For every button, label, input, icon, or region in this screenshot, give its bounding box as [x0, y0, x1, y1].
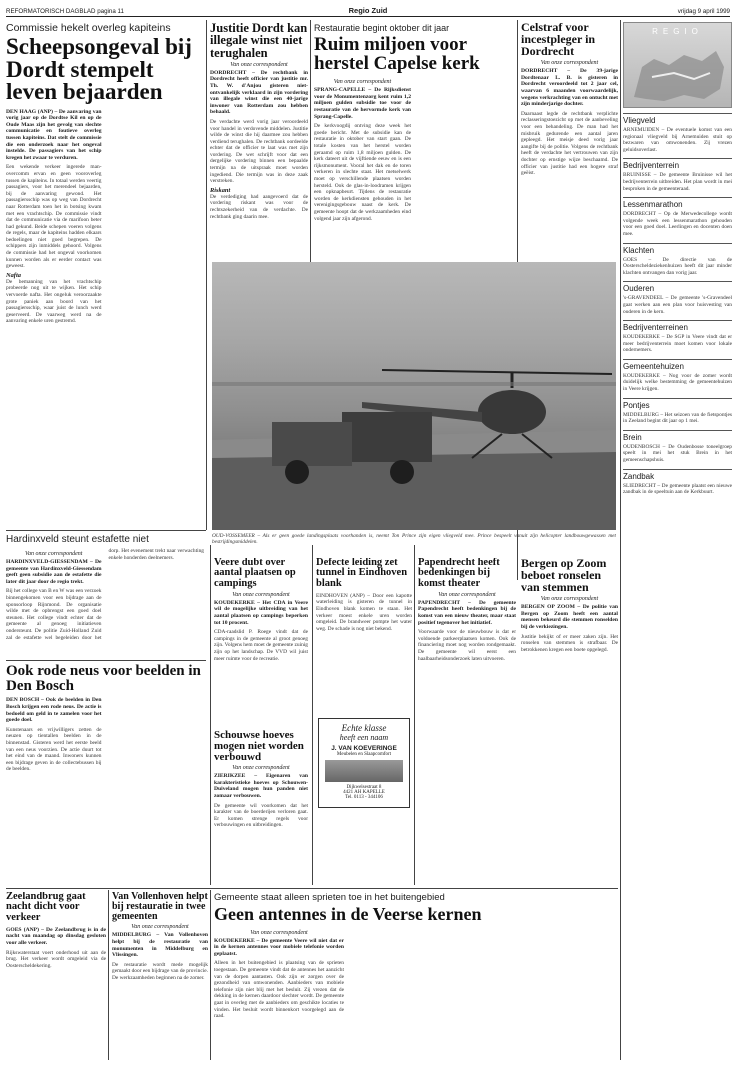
- article-lead: DORDRECHT – De 39-jarige Dordtenaar L. B. is gisteren in Dordrecht veroordeeld tot 2 jaar cel, waarvan 6 maanden voorwaardelijk, wegens verkrachting van en ontucht met zijn minderjarige dochter.: [521, 68, 618, 108]
- regio-item-list: [623, 113, 732, 496]
- ad-tel: Tel. 0113 - 344106: [345, 795, 383, 800]
- article-body: Daarnaast legde de rechtbank verplichte reclasseringstoezicht op met de aanbeveling voor een behandeling. De man had het misbruik gedurende een aantal jaren gepleegd. Het meisje deed vorig jaar aangifte bij de politie. Volgens de rechtbank heeft de verdachte het vertrouwen van zijn dochter op ernstige wijze beschaamd. De officier van justitie had een hogere straf geëist.: [521, 110, 618, 177]
- article-headline: Veere dubt over aantal plaatsen op campings: [214, 558, 296, 589]
- regio-item-body: 's-GRAVENDEEL – De gemeente 's-Gravendeel gaat werken aan een plan voor huisvesting van ouderen in de kern.: [623, 295, 732, 315]
- article-kicker: Gemeente staat alleen sprieten toe in het buitengebied: [214, 892, 445, 903]
- ad-brand: J. VAN KOEVERINGE: [331, 745, 397, 752]
- article-body: De verdediging had aangevoerd dat de vordering riskant was voor de rechtszekerheid van de verdachte. De rechtbank ging daarin mee.: [210, 193, 308, 220]
- article-byline: Van onze correspondent: [333, 79, 392, 86]
- page-header: [6, 5, 730, 17]
- article-body: CDA-raadslid P. Roege vindt dat de campings in de gemeente al groot genoeg zijn. Volgens hem moet de gemeente zuinig zijn op het landschap. De VVD wil juist meer ruimte voor de recreatie.: [214, 629, 308, 662]
- regio-item-title: Bedrijventerreinen: [623, 320, 732, 332]
- header-date: vrijdag 9 april 1999: [677, 8, 730, 15]
- regio-banner: [623, 22, 732, 108]
- article-subheading: Nafta: [6, 271, 21, 279]
- ad-line1: Echte klasse: [341, 723, 387, 733]
- article-byline: Van onze correspondent: [250, 929, 308, 936]
- divider: [210, 545, 211, 885]
- regio-column: [623, 22, 732, 1062]
- header-section: Regio Zuid: [348, 6, 388, 15]
- article-body: De gemeente wil voorkomen dat het karakter van de boerderijen verloren gaat. Er komen strenge regels voor verbouwingen en uitbreidingen.: [214, 802, 308, 829]
- regio-item-body: SLIEDRECHT – De gemeente plaatst een nieuwe zandbak in de speeltuin aan de Kerkbuurt.: [623, 482, 732, 496]
- article-byline: Van onze correspondent: [232, 591, 290, 598]
- article-columns: [314, 76, 515, 256]
- article-headline: Celstraf voor incestpleger in Dordrecht: [521, 22, 596, 58]
- article-headline: Geen antennes in de Veerse kernen: [214, 904, 482, 924]
- article-lead: SPRANG-CAPELLE – De Rijksdienst voor de Monumentenzorg kent ruim 1,2 miljoen gulden subsidie toe voor de restauratie van de hervormde kerk van Sprang-Capelle.: [314, 87, 411, 120]
- regio-item-title: Zandbak: [623, 469, 732, 481]
- ad-storefront-image: [325, 760, 403, 782]
- article-kicker: Commissie hekelt overleg kapiteins: [6, 22, 171, 34]
- regio-item: [623, 398, 732, 425]
- article-headline: Defecte leiding zet tunnel in Eindhoven blank: [316, 558, 408, 589]
- article-columns: [6, 548, 204, 654]
- article-body: Voorwaarde voor de nieuwbouw is dat er voldoende parkeerplaatsen komen. Ook de financiering moet nog worden rondgemaakt. De gemeente wil eerst een haalbaarheidsonderzoek laten uitvoeren.: [418, 629, 516, 662]
- article-schouwse-hoeves: [214, 730, 308, 886]
- ad-label: [316, 708, 412, 716]
- divider: [6, 660, 206, 661]
- regio-item-title: Ouderen: [623, 281, 732, 293]
- article-body: Bij het college van B en W was een verzoek binnengekomen voor een bijdrage aan de sponsorloop Rijnmond. De organisatie wilde met de opbrengst een goed doel steunen. Het college vindt echter dat de gemeente al genoeg initiatieven ondersteunt. De politie Zuid-Holland Zuid zal de estafette wel begeleiden door het dorp. Het evenement trekt naar verwachting enkele honderden deelnemers.: [6, 548, 204, 641]
- article-lead: DORDRECHT – De rechtbank in Dordrecht heeft officier van justitie mr. Th. W. d'Anjou gisteren niet-ontvankelijk verklaard in zijn vordering van illegale winst die een 40-jarige inwoner van Rotterdam zou hebben behaald.: [210, 69, 308, 116]
- regio-item: [623, 243, 732, 277]
- ad-line2: heeft een naam: [339, 733, 389, 742]
- regio-item-title: Gemeentehuizen: [623, 359, 732, 371]
- regio-item-body: KOUDEKERKE – Nog voor de zomer wordt duidelijk welke bestemming de gemeentehuizen in Veere krijgen.: [623, 372, 732, 393]
- article-headline: Scheepsongeval bij Dordt stempelt leven bejaarden: [6, 34, 192, 105]
- article-kicker: Hardinxveld steunt estafette niet: [6, 534, 149, 545]
- article-byline: Van onze correspondent: [540, 60, 599, 67]
- regio-item-title: Vliegveld: [623, 113, 732, 125]
- article-lead: BERGEN OP ZOOM – De politie van Bergen op Zoom heeft een aantal mensen bekeurd die stemmen ronselden bij de verkiezingen.: [521, 604, 618, 631]
- regio-banner-text: REGIO: [652, 27, 703, 36]
- regio-item-body: OUDENBOSCH – De Oudenbosse toneelgroep speelt in mei het stuk Brein in het gemeenschapshuis.: [623, 443, 732, 464]
- article-byline: Van onze correspondent: [540, 596, 599, 603]
- regio-item-body: KOUDEKERKE – De SGP in Veere vindt dat er meer bedrijventerrein moet komen voor lokale ondernemers.: [623, 334, 732, 354]
- article-geen-antennes: [214, 892, 618, 1060]
- article-lead: GOES (ANP) – De Zeelandbrug is in de nacht van maandag op dinsdag gesloten voor alle verkeer.: [6, 926, 106, 947]
- article-columns: [6, 109, 204, 507]
- article-lead: HARDINXVELD-GIESSENDAM – De gemeente van Hardinxveld-Giessendam geeft geen subsidie aan de estafette die later dit jaar door de regio trekt.: [6, 559, 102, 585]
- article-kicker: Restauratie begint oktober dit jaar: [314, 23, 450, 33]
- article-byline: Van onze correspondent: [232, 765, 290, 772]
- article-lead: KOUDEKERKE – De gemeente Veere wil niet dat er in de kernen antennes voor mobiele telefonie worden geplaatst.: [214, 937, 344, 957]
- regio-item: [623, 469, 732, 496]
- article-body: De kerkvoogdij ontving deze week het goede bericht. Met de subsidie kan de restauratie in oktober van start gaan. De totale kosten van het herstel worden geraamd op ruim 1,8 miljoen gulden. De kerk dateert uit de vijftiende eeuw en is een rijksmonument. Vooral het dak en de toren verkeren in slechte staat. Het metselwerk moet op verschillende plaatsen worden hersteld. Ook de glas-in-loodramen krijgen een opknapbeurt. Tijdens de restauratie worden de kerkdiensten gehouden in het verenigingsgebouw naast de kerk. De gemeente hoopt dat de werkzaamheden eind volgend jaar zijn afgerond.: [314, 123, 411, 222]
- regio-item: [623, 430, 732, 464]
- article-byline: Van onze correspondent: [230, 61, 288, 68]
- regio-item-title: Lessenmarathon: [623, 197, 732, 209]
- article-body: Alleen in het buitengebied is plaatsing van de sprieten toegestaan. De gemeente vindt dat de antennes het aanzicht van de dorpen aantasten. Ook zijn er zorgen over de gezondheid van omwonenden. Aanbieders van mobiele telefonie zijn niet blij met het besluit. Zij vrezen dat de dekking in de kernen daardoor slechter wordt. De gemeente gaat in overleg met de aanbieders om geschikte locaties te vinden. Het besluit wordt binnenkort voorgelegd aan de raad.: [214, 960, 344, 1020]
- article-lead: DEN BOSCH – Ook de beelden in Den Bosch krijgen een rode neus. De actie is bedoeld om geld in te zamelen voor het goede doel.: [6, 697, 102, 724]
- divider: [6, 888, 618, 889]
- article-body: De restauratie wordt mede mogelijk gemaakt door een bijdrage van de provincie. De werkzaamheden beginnen na de zomer.: [112, 961, 208, 981]
- article-bergen-op-zoom: [521, 558, 618, 886]
- article-headline: Van Vollenhoven helpt bij restauratie in twee gemeenten: [112, 892, 208, 922]
- article-papendrecht: [418, 558, 516, 886]
- ad-sub: Meubelen en Slaapcomfort: [336, 752, 392, 757]
- regio-item: [623, 197, 732, 237]
- article-headline: Bergen op Zoom beboet ronselen van stemmen: [521, 558, 607, 594]
- regio-item-title: Pontjes: [623, 398, 732, 410]
- regio-item-body: GOES – De directie van de Oosterscheldeziekenhuizen heeft dit jaar minder klachten ontvangen dan vorig jaar.: [623, 256, 732, 276]
- article-ruim-miljoen: [314, 22, 515, 258]
- article-headline: Ook rode neus voor beelden in Den Bosch: [6, 664, 201, 694]
- regio-item-title: Brein: [623, 430, 732, 442]
- helicopter-icon: [212, 262, 616, 530]
- helicopter-photo: [212, 262, 616, 530]
- photo-credit: [540, 546, 616, 554]
- regio-map-icon: [624, 37, 732, 107]
- article-columns: [6, 697, 204, 881]
- article-body: Een wekende verkeer ingerede man-overcomm ervan en geen vooroverleg tussen de kapiteins. In totaal werden veertig passagiers, voor het merendeel bejaarden, bij de aanvaring gewond. Het passagiersschip was op weg van Dordrecht naar Rotterdam toen het in botsing kwam met een vrachtschip. De commissie vindt dat de communicatie via de marifoon beter had gekund. Beide schepen voeren volgens de regels, maar de kapiteins hadden elkaars bedoelingen niet goed begrepen. De schippers zijn inmiddels gehoord. Volgens de commissie had het ongeval voorkomen kunnen worden als er eerder contact was geweest.: [6, 164, 102, 270]
- article-lead: MIDDELBURG – Van Vollenhoven helpt bij de restauratie van monumenten in Middelburg en Vlissingen.: [112, 932, 208, 959]
- article-body: De bemanning van het vrachtschip probeerde nog uit te wijken. Het schip vervoerde nafta. Het ongeluk veroorzaakte grote paniek aan boord van het passagiersschip, waar juist de lunch werd geserveerd. De vaarweg werd na de aanvaring enkele uren gestremd.: [6, 278, 102, 325]
- article-body: Rijkswaterstaat voert onderhoud uit aan de brug. Het verkeer wordt omgeleid via de Oosterscheldekering.: [6, 949, 106, 969]
- regio-item-body: ARNEMUIDEN – De eventuele komst van een regionaal vliegveld bij Arnemuiden stuit op bezwaren van omwonenden. Zij vrezen geluidsoverlast.: [623, 127, 732, 153]
- regio-item: [623, 158, 732, 192]
- article-ook-rode-neus: [6, 664, 204, 886]
- article-headline: Schouwse hoeves mogen niet worden verbouwd: [214, 730, 304, 763]
- regio-item: [623, 281, 732, 315]
- regio-item: [623, 359, 732, 393]
- regio-item: [623, 320, 732, 354]
- photo-caption-text: OUD-VOSSEMEER – Als er geen goede landingsplaats voorhanden is, neemt Ton Prince zijn eigen vliegveld mee. Prince bespeelt vanuit zijn helicopter landbouwgewassen met bestrijdingsmiddelen.: [212, 533, 616, 545]
- article-byline: Van onze correspondent: [25, 551, 83, 557]
- article-body: EINDHOVEN (ANP) – Door een kapotte waterleiding is gisteren de tunnel in Eindhoven blank komen te staan. Het verkeer moest enkele uren worden omgeleid. De brandweer pompte het water weg. De schade is nog niet bekend.: [316, 592, 412, 632]
- article-byline: Van onze correspondent: [131, 924, 189, 931]
- regio-item-body: MIDDELBURG – Het seizoen van de fietspontjes in Zeeland begint dit jaar op 1 mei.: [623, 411, 732, 425]
- article-lead: PAPENDRECHT – De gemeente Papendrecht heeft bedenkingen bij de komst van een nieuw theater, maar staat positief tegenover het initiatief.: [418, 599, 516, 626]
- article-lead: ZIERIKZEE – Eigenaren van karakteristieke hoeves op Schouwen-Duiveland mogen hun panden niet zomaar verbouwen.: [214, 773, 308, 800]
- divider: [312, 545, 313, 885]
- article-body: De verdachte werd vorig jaar veroordeeld voor handel in verdovende middelen. Justitie wilde de winst die hij daarmee zou hebben verdiend terughalen. De rechtbank oordeelde echter dat de officier te laat was met zijn vordering. De wet schrijft voor dat een dergelijke vordering binnen een bepaalde termijn na de uitspraak moet worden ingediend. Die termijn was in deze zaak verstreken.: [210, 118, 308, 185]
- ad-street: Dijkwelsestraat 8: [346, 785, 382, 790]
- regio-item-body: DORDRECHT – Op de Merwedecollege wordt volgende week een lessenmarathon gehouden voor een goed doel. Leerlingen en docenten doen mee.: [623, 211, 732, 237]
- regio-item-body: BRUINISSE – De gemeente Bruinisse wil het bedrijventerrein uitbreiden. Het plan wordt in mei besproken in de gemeenteraad.: [623, 172, 732, 192]
- article-columns: [214, 927, 618, 1051]
- article-van-vollenhoven: [112, 892, 208, 1060]
- article-subheading: Riskant: [210, 186, 231, 194]
- regio-item: [623, 113, 732, 153]
- article-headline: Justitie Dordt kan illegale winst niet terughalen: [210, 22, 308, 60]
- article-defecte-leiding: [316, 558, 412, 708]
- divider: [206, 20, 207, 530]
- article-veere-dubt: [214, 558, 308, 728]
- photo-caption: [212, 533, 616, 545]
- advertisement[interactable]: [318, 718, 410, 808]
- article-byline: Van onze correspondent: [438, 591, 496, 598]
- article-body: Kunstenaars en vrijwilligers zetten de neuzen op tientallen beelden in de binnenstad. Gisteren werd het eerste beeld van een neus voorzien. De actie duurt tot het eind van de maand. Inwoners kunnen een bijdrage geven in de collectebussen bij de beelden.: [6, 726, 102, 773]
- article-headline: Ruim miljoen voor herstel Capelse kerk: [314, 34, 480, 74]
- header-paper-name: REFORMATORISCH DAGBLAD pagina 11: [6, 8, 124, 15]
- article-lead: DEN HAAG (ANP) – De aanvaring van vorig jaar op de Dordtse Kil en op de Oude Maas zijn het gevolg van slechte communicatie en foutieve overleg tussen kapiteins. Dat stelt de commissie die een onderzoek naar het ongeval instelde. De passagiers van het schip kregen het zwaar te verduren.: [6, 108, 102, 161]
- divider: [108, 890, 109, 1060]
- divider: [210, 890, 211, 1060]
- article-hardinxveld: [6, 534, 204, 656]
- divider: [414, 545, 415, 885]
- divider: [6, 530, 206, 531]
- divider: [620, 20, 621, 1060]
- regio-item-title: Bedrijventerrein: [623, 158, 732, 170]
- article-body: Justitie bekijkt of er meer zaken zijn. Het ronselen van stemmen is strafbaar. De betrokkenen kregen een boete opgelegd.: [521, 633, 618, 653]
- article-lead: KOUDEKERKE – Het CDA in Veere wil de mogelijke uitbreiding van het aantal plaatsen op campings beperken tot 10 procent.: [214, 599, 308, 626]
- article-zeelandbrug: [6, 892, 106, 1060]
- article-headline: Zeelandbrug gaat nacht dicht voor verkeer: [6, 892, 86, 923]
- article-scheepsongeval: [6, 22, 204, 526]
- article-headline: Papendrecht heeft bedenkingen bij komst theater: [418, 558, 500, 589]
- ad-city: 4421 AH KAPELLE: [343, 790, 385, 795]
- regio-item-title: Klachten: [623, 243, 732, 255]
